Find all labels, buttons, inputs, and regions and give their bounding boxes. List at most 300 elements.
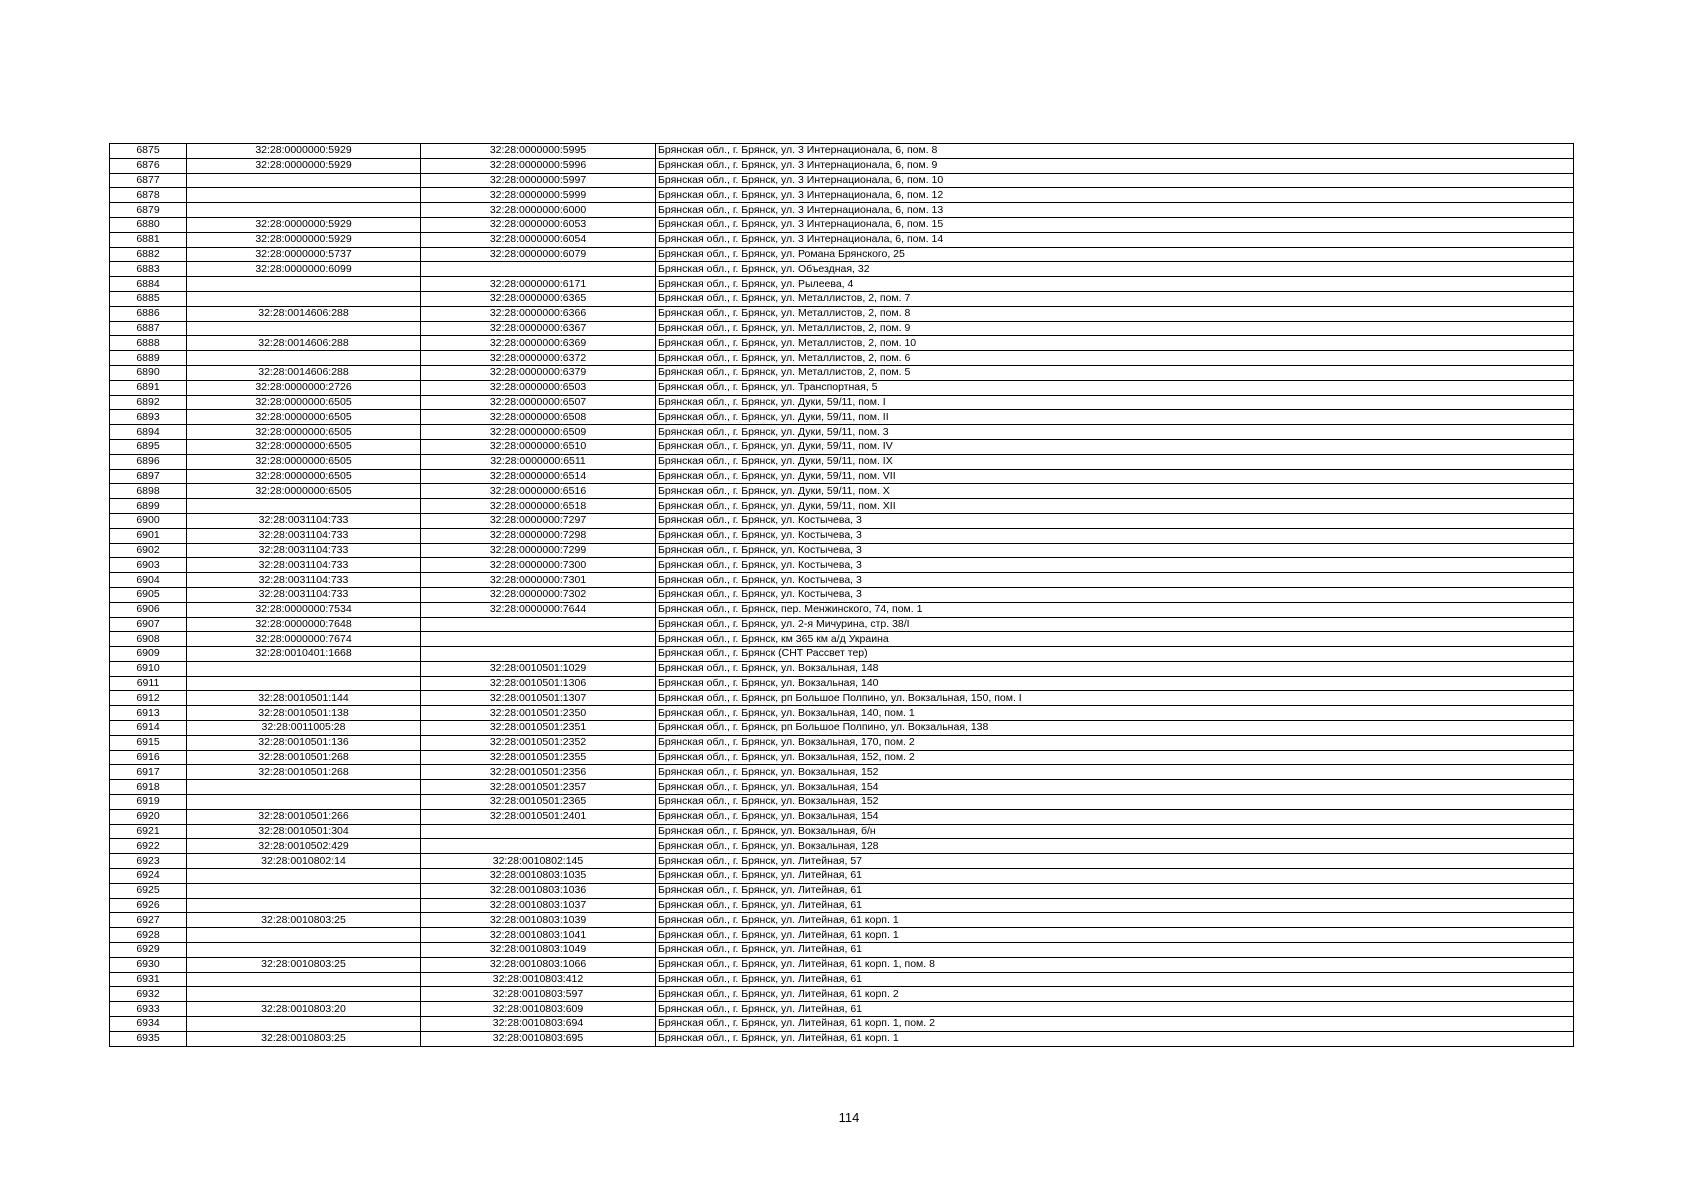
cadastral-number-cell: 32:28:0000000:7297	[421, 513, 656, 528]
parent-cadastral-number-cell: 32:28:0000000:6505	[187, 395, 421, 410]
registry-table	[109, 143, 1574, 1047]
cadastral-number-cell: 32:28:0000000:6365	[421, 291, 656, 306]
row-number-cell: 6877	[110, 173, 187, 188]
address-cell: Брянская обл., г. Брянск, ул. Дуки, 59/11, пом. IX	[656, 454, 1574, 469]
table-row	[110, 1031, 1574, 1046]
table-row	[110, 721, 1574, 736]
address-cell: Брянская обл., г. Брянск, ул. Литейная, 61 корп. 2	[656, 987, 1574, 1002]
address-cell: Брянская обл., г. Брянск, ул. Вокзальная, 154	[656, 809, 1574, 824]
row-number-cell: 6892	[110, 395, 187, 410]
cadastral-number-cell: 32:28:0010501:2355	[421, 750, 656, 765]
row-number-cell: 6914	[110, 721, 187, 736]
cadastral-number-cell: 32:28:0000000:6503	[421, 380, 656, 395]
table-row	[110, 706, 1574, 721]
cadastral-number-cell: 32:28:0000000:7644	[421, 602, 656, 617]
parent-cadastral-number-cell: 32:28:0031104:733	[187, 513, 421, 528]
parent-cadastral-number-cell: 32:28:0010501:144	[187, 691, 421, 706]
parent-cadastral-number-cell	[187, 898, 421, 913]
address-cell: Брянская обл., г. Брянск, ул. Костычева, 3	[656, 543, 1574, 558]
address-cell: Брянская обл., г. Брянск, ул. Транспортная, 5	[656, 380, 1574, 395]
cadastral-number-cell: 32:28:0010501:1307	[421, 691, 656, 706]
cadastral-number-cell: 32:28:0000000:6053	[421, 217, 656, 232]
parent-cadastral-number-cell	[187, 351, 421, 366]
parent-cadastral-number-cell: 32:28:0000000:7534	[187, 602, 421, 617]
registry-table-body	[110, 144, 1574, 1047]
cadastral-number-cell: 32:28:0000000:6516	[421, 484, 656, 499]
parent-cadastral-number-cell	[187, 1017, 421, 1032]
row-number-cell: 6896	[110, 454, 187, 469]
cadastral-number-cell: 32:28:0010501:2401	[421, 809, 656, 824]
row-number-cell: 6882	[110, 247, 187, 262]
cadastral-number-cell	[421, 632, 656, 647]
parent-cadastral-number-cell	[187, 291, 421, 306]
row-number-cell: 6915	[110, 735, 187, 750]
cadastral-number-cell: 32:28:0010803:1041	[421, 928, 656, 943]
cadastral-number-cell: 32:28:0010803:1036	[421, 883, 656, 898]
row-number-cell: 6885	[110, 291, 187, 306]
cadastral-number-cell: 32:28:0000000:6511	[421, 454, 656, 469]
row-number-cell: 6933	[110, 1002, 187, 1017]
table-row	[110, 144, 1574, 159]
cadastral-number-cell: 32:28:0010802:145	[421, 854, 656, 869]
parent-cadastral-number-cell	[187, 499, 421, 514]
parent-cadastral-number-cell	[187, 869, 421, 884]
row-number-cell: 6925	[110, 883, 187, 898]
address-cell: Брянская обл., г. Брянск, ул. Литейная, 61 корп. 1	[656, 913, 1574, 928]
table-row	[110, 617, 1574, 632]
parent-cadastral-number-cell	[187, 987, 421, 1002]
table-row	[110, 1017, 1574, 1032]
table-row	[110, 795, 1574, 810]
address-cell: Брянская обл., г. Брянск, ул. 3 Интернационала, 6, пом. 8	[656, 144, 1574, 159]
address-cell: Брянская обл., г. Брянск, ул. Дуки, 59/11, пом. VII	[656, 469, 1574, 484]
cadastral-number-cell: 32:28:0000000:6367	[421, 321, 656, 336]
address-cell: Брянская обл., г. Брянск, ул. Вокзальная, 140, пом. 1	[656, 706, 1574, 721]
address-cell: Брянская обл., г. Брянск, ул. 3 Интернационала, 6, пом. 12	[656, 188, 1574, 203]
address-cell: Брянская обл., г. Брянск, ул. Литейная, 61	[656, 883, 1574, 898]
cadastral-number-cell: 32:28:0000000:7302	[421, 587, 656, 602]
cadastral-number-cell: 32:28:0000000:6507	[421, 395, 656, 410]
row-number-cell: 6906	[110, 602, 187, 617]
cadastral-number-cell: 32:28:0000000:6518	[421, 499, 656, 514]
parent-cadastral-number-cell: 32:28:0000000:5929	[187, 217, 421, 232]
row-number-cell: 6908	[110, 632, 187, 647]
parent-cadastral-number-cell	[187, 928, 421, 943]
table-row	[110, 972, 1574, 987]
row-number-cell: 6883	[110, 262, 187, 277]
address-cell: Брянская обл., г. Брянск, ул. Литейная, 61 корп. 1, пом. 8	[656, 957, 1574, 972]
row-number-cell: 6902	[110, 543, 187, 558]
row-number-cell: 6935	[110, 1031, 187, 1046]
cadastral-number-cell: 32:28:0000000:5996	[421, 158, 656, 173]
address-cell: Брянская обл., г. Брянск, ул. Вокзальная, 152	[656, 765, 1574, 780]
table-row	[110, 410, 1574, 425]
row-number-cell: 6903	[110, 558, 187, 573]
parent-cadastral-number-cell	[187, 795, 421, 810]
address-cell: Брянская обл., г. Брянск, ул. Литейная, 61	[656, 898, 1574, 913]
row-number-cell: 6932	[110, 987, 187, 1002]
table-row	[110, 661, 1574, 676]
cadastral-number-cell: 32:28:0010803:1039	[421, 913, 656, 928]
parent-cadastral-number-cell: 32:28:0000000:5929	[187, 158, 421, 173]
table-row	[110, 439, 1574, 454]
parent-cadastral-number-cell	[187, 972, 421, 987]
address-cell: Брянская обл., г. Брянск, ул. Вокзальная, 152, пом. 2	[656, 750, 1574, 765]
table-row	[110, 173, 1574, 188]
table-row	[110, 528, 1574, 543]
address-cell: Брянская обл., г. Брянск, ул. Дуки, 59/11, пом. 3	[656, 425, 1574, 440]
parent-cadastral-number-cell: 32:28:0000000:6505	[187, 439, 421, 454]
address-cell: Брянская обл., г. Брянск, ул. Литейная, 61	[656, 972, 1574, 987]
row-number-cell: 6901	[110, 528, 187, 543]
cadastral-number-cell: 32:28:0010501:2365	[421, 795, 656, 810]
row-number-cell: 6894	[110, 425, 187, 440]
table-row	[110, 217, 1574, 232]
table-row	[110, 351, 1574, 366]
address-cell: Брянская обл., г. Брянск, ул. 3 Интернационала, 6, пом. 10	[656, 173, 1574, 188]
address-cell: Брянская обл., г. Брянск, рп Большое Полпино, ул. Вокзальная, 150, пом. I	[656, 691, 1574, 706]
cadastral-number-cell: 32:28:0000000:7301	[421, 573, 656, 588]
cadastral-number-cell: 32:28:0010803:412	[421, 972, 656, 987]
table-row	[110, 469, 1574, 484]
parent-cadastral-number-cell: 32:28:0010501:268	[187, 765, 421, 780]
table-row	[110, 898, 1574, 913]
table-row	[110, 854, 1574, 869]
table-row	[110, 632, 1574, 647]
cadastral-number-cell: 32:28:0010501:2356	[421, 765, 656, 780]
table-row	[110, 543, 1574, 558]
row-number-cell: 6889	[110, 351, 187, 366]
table-row	[110, 262, 1574, 277]
cadastral-number-cell: 32:28:0000000:6510	[421, 439, 656, 454]
address-cell: Брянская обл., г. Брянск, ул. Дуки, 59/11, пом. I	[656, 395, 1574, 410]
row-number-cell: 6918	[110, 780, 187, 795]
address-cell: Брянская обл., г. Брянск, ул. Литейная, 57	[656, 854, 1574, 869]
parent-cadastral-number-cell: 32:28:0010803:20	[187, 1002, 421, 1017]
address-cell: Брянская обл., г. Брянск, ул. Литейная, 61	[656, 1002, 1574, 1017]
address-cell: Брянская обл., г. Брянск, км 365 км а/д Украина	[656, 632, 1574, 647]
table-row	[110, 188, 1574, 203]
table-row	[110, 454, 1574, 469]
cadastral-number-cell: 32:28:0000000:5999	[421, 188, 656, 203]
cadastral-number-cell: 32:28:0010501:2357	[421, 780, 656, 795]
row-number-cell: 6922	[110, 839, 187, 854]
address-cell: Брянская обл., г. Брянск, ул. Вокзальная, б/н	[656, 824, 1574, 839]
cadastral-number-cell: 32:28:0000000:6000	[421, 203, 656, 218]
row-number-cell: 6884	[110, 277, 187, 292]
table-row	[110, 869, 1574, 884]
cadastral-number-cell: 32:28:0010803:609	[421, 1002, 656, 1017]
row-number-cell: 6878	[110, 188, 187, 203]
parent-cadastral-number-cell	[187, 883, 421, 898]
row-number-cell: 6929	[110, 943, 187, 958]
address-cell: Брянская обл., г. Брянск, ул. 2-я Мичурина, стр. 38/I	[656, 617, 1574, 632]
parent-cadastral-number-cell: 32:28:0010501:304	[187, 824, 421, 839]
address-cell: Брянская обл., г. Брянск, ул. 3 Интернационала, 6, пом. 13	[656, 203, 1574, 218]
table-row	[110, 484, 1574, 499]
table-row	[110, 676, 1574, 691]
row-number-cell: 6907	[110, 617, 187, 632]
row-number-cell: 6920	[110, 809, 187, 824]
parent-cadastral-number-cell: 32:28:0000000:5929	[187, 232, 421, 247]
parent-cadastral-number-cell: 32:28:0031104:733	[187, 587, 421, 602]
row-number-cell: 6880	[110, 217, 187, 232]
row-number-cell: 6926	[110, 898, 187, 913]
row-number-cell: 6928	[110, 928, 187, 943]
cadastral-number-cell: 32:28:0010501:2351	[421, 721, 656, 736]
cadastral-number-cell	[421, 839, 656, 854]
parent-cadastral-number-cell: 32:28:0000000:6099	[187, 262, 421, 277]
address-cell: Брянская обл., г. Брянск (СНТ Рассвет тер)	[656, 647, 1574, 662]
cadastral-number-cell	[421, 647, 656, 662]
row-number-cell: 6909	[110, 647, 187, 662]
parent-cadastral-number-cell: 32:28:0010501:136	[187, 735, 421, 750]
cadastral-number-cell: 32:28:0010803:695	[421, 1031, 656, 1046]
table-row	[110, 809, 1574, 824]
row-number-cell: 6876	[110, 158, 187, 173]
parent-cadastral-number-cell: 32:28:0010501:138	[187, 706, 421, 721]
cadastral-number-cell: 32:28:0000000:7299	[421, 543, 656, 558]
row-number-cell: 6895	[110, 439, 187, 454]
parent-cadastral-number-cell: 32:28:0010501:268	[187, 750, 421, 765]
address-cell: Брянская обл., г. Брянск, ул. Вокзальная, 140	[656, 676, 1574, 691]
table-row	[110, 1002, 1574, 1017]
row-number-cell: 6923	[110, 854, 187, 869]
address-cell: Брянская обл., г. Брянск, ул. Рылеева, 4	[656, 277, 1574, 292]
address-cell: Брянская обл., г. Брянск, ул. Металлистов, 2, пом. 7	[656, 291, 1574, 306]
cadastral-number-cell: 32:28:0000000:6514	[421, 469, 656, 484]
parent-cadastral-number-cell	[187, 676, 421, 691]
row-number-cell: 6899	[110, 499, 187, 514]
address-cell: Брянская обл., г. Брянск, ул. Дуки, 59/11, пом. II	[656, 410, 1574, 425]
row-number-cell: 6905	[110, 587, 187, 602]
table-row	[110, 824, 1574, 839]
table-row	[110, 558, 1574, 573]
cadastral-number-cell	[421, 617, 656, 632]
address-cell: Брянская обл., г. Брянск, ул. Дуки, 59/11, пом. XII	[656, 499, 1574, 514]
parent-cadastral-number-cell: 32:28:0010802:14	[187, 854, 421, 869]
address-cell: Брянская обл., г. Брянск, ул. 3 Интернационала, 6, пом. 14	[656, 232, 1574, 247]
table-row	[110, 573, 1574, 588]
parent-cadastral-number-cell	[187, 661, 421, 676]
row-number-cell: 6910	[110, 661, 187, 676]
table-row	[110, 587, 1574, 602]
row-number-cell: 6917	[110, 765, 187, 780]
parent-cadastral-number-cell: 32:28:0010803:25	[187, 957, 421, 972]
table-row	[110, 957, 1574, 972]
address-cell: Брянская обл., г. Брянск, ул. Дуки, 59/11, пом. X	[656, 484, 1574, 499]
address-cell: Брянская обл., г. Брянск, ул. Объездная, 32	[656, 262, 1574, 277]
row-number-cell: 6921	[110, 824, 187, 839]
cadastral-number-cell	[421, 824, 656, 839]
row-number-cell: 6904	[110, 573, 187, 588]
cadastral-number-cell: 32:28:0010803:1037	[421, 898, 656, 913]
cadastral-number-cell: 32:28:0000000:7298	[421, 528, 656, 543]
row-number-cell: 6930	[110, 957, 187, 972]
table-row	[110, 735, 1574, 750]
address-cell: Брянская обл., г. Брянск, ул. Костычева, 3	[656, 573, 1574, 588]
parent-cadastral-number-cell: 32:28:0000000:2726	[187, 380, 421, 395]
cadastral-number-cell: 32:28:0000000:6508	[421, 410, 656, 425]
address-cell: Брянская обл., г. Брянск, ул. Вокзальная, 148	[656, 661, 1574, 676]
cadastral-number-cell: 32:28:0000000:6366	[421, 306, 656, 321]
parent-cadastral-number-cell	[187, 943, 421, 958]
parent-cadastral-number-cell: 32:28:0031104:733	[187, 558, 421, 573]
address-cell: Брянская обл., г. Брянск, ул. Металлистов, 2, пом. 6	[656, 351, 1574, 366]
table-row	[110, 277, 1574, 292]
address-cell: Брянская обл., г. Брянск, ул. Литейная, 61	[656, 869, 1574, 884]
table-row	[110, 365, 1574, 380]
cadastral-number-cell: 32:28:0000000:7300	[421, 558, 656, 573]
cadastral-number-cell: 32:28:0000000:5995	[421, 144, 656, 159]
row-number-cell: 6934	[110, 1017, 187, 1032]
table-row	[110, 913, 1574, 928]
row-number-cell: 6897	[110, 469, 187, 484]
row-number-cell: 6887	[110, 321, 187, 336]
row-number-cell: 6890	[110, 365, 187, 380]
parent-cadastral-number-cell: 32:28:0010803:25	[187, 1031, 421, 1046]
cadastral-number-cell: 32:28:0010501:1029	[421, 661, 656, 676]
cadastral-number-cell: 32:28:0010803:597	[421, 987, 656, 1002]
row-number-cell: 6924	[110, 869, 187, 884]
address-cell: Брянская обл., г. Брянск, ул. Металлистов, 2, пом. 8	[656, 306, 1574, 321]
table-row	[110, 306, 1574, 321]
row-number-cell: 6875	[110, 144, 187, 159]
table-row	[110, 765, 1574, 780]
table-row	[110, 750, 1574, 765]
address-cell: Брянская обл., г. Брянск, ул. Литейная, 61 корп. 1	[656, 928, 1574, 943]
cadastral-number-cell: 32:28:0000000:6379	[421, 365, 656, 380]
parent-cadastral-number-cell	[187, 188, 421, 203]
address-cell: Брянская обл., г. Брянск, ул. Литейная, 61 корп. 1	[656, 1031, 1574, 1046]
parent-cadastral-number-cell: 32:28:0031104:733	[187, 528, 421, 543]
address-cell: Брянская обл., г. Брянск, ул. Дуки, 59/11, пом. IV	[656, 439, 1574, 454]
parent-cadastral-number-cell: 32:28:0011005:28	[187, 721, 421, 736]
address-cell: Брянская обл., г. Брянск, ул. Литейная, 61 корп. 1, пом. 2	[656, 1017, 1574, 1032]
cadastral-number-cell: 32:28:0010501:1306	[421, 676, 656, 691]
table-row	[110, 780, 1574, 795]
row-number-cell: 6911	[110, 676, 187, 691]
row-number-cell: 6893	[110, 410, 187, 425]
cadastral-number-cell	[421, 262, 656, 277]
address-cell: Брянская обл., г. Брянск, ул. Вокзальная, 154	[656, 780, 1574, 795]
parent-cadastral-number-cell: 32:28:0014606:288	[187, 365, 421, 380]
parent-cadastral-number-cell: 32:28:0000000:5929	[187, 144, 421, 159]
cadastral-number-cell: 32:28:0000000:6369	[421, 336, 656, 351]
row-number-cell: 6891	[110, 380, 187, 395]
table-row	[110, 513, 1574, 528]
address-cell: Брянская обл., г. Брянск, ул. Вокзальная, 170, пом. 2	[656, 735, 1574, 750]
address-cell: Брянская обл., г. Брянск, ул. Литейная, 61	[656, 943, 1574, 958]
parent-cadastral-number-cell: 32:28:0031104:733	[187, 573, 421, 588]
cadastral-number-cell: 32:28:0000000:6372	[421, 351, 656, 366]
row-number-cell: 6886	[110, 306, 187, 321]
address-cell: Брянская обл., г. Брянск, ул. Металлистов, 2, пом. 10	[656, 336, 1574, 351]
table-row	[110, 987, 1574, 1002]
parent-cadastral-number-cell: 32:28:0000000:6505	[187, 469, 421, 484]
parent-cadastral-number-cell	[187, 321, 421, 336]
address-cell: Брянская обл., г. Брянск, ул. Костычева, 3	[656, 587, 1574, 602]
table-row	[110, 943, 1574, 958]
table-row	[110, 336, 1574, 351]
table-row	[110, 691, 1574, 706]
address-cell: Брянская обл., г. Брянск, ул. 3 Интернационала, 6, пом. 15	[656, 217, 1574, 232]
row-number-cell: 6931	[110, 972, 187, 987]
table-row	[110, 232, 1574, 247]
table-row	[110, 321, 1574, 336]
table-row	[110, 928, 1574, 943]
address-cell: Брянская обл., г. Брянск, ул. Романа Брянского, 25	[656, 247, 1574, 262]
parent-cadastral-number-cell: 32:28:0010401:1668	[187, 647, 421, 662]
table-row	[110, 647, 1574, 662]
table-row	[110, 839, 1574, 854]
table-row	[110, 158, 1574, 173]
parent-cadastral-number-cell: 32:28:0000000:6505	[187, 410, 421, 425]
table-row	[110, 380, 1574, 395]
parent-cadastral-number-cell: 32:28:0014606:288	[187, 306, 421, 321]
cadastral-number-cell: 32:28:0000000:6509	[421, 425, 656, 440]
parent-cadastral-number-cell	[187, 173, 421, 188]
parent-cadastral-number-cell: 32:28:0000000:6505	[187, 425, 421, 440]
parent-cadastral-number-cell	[187, 203, 421, 218]
cadastral-number-cell: 32:28:0010803:1049	[421, 943, 656, 958]
address-cell: Брянская обл., г. Брянск, ул. Костычева, 3	[656, 558, 1574, 573]
table-row	[110, 883, 1574, 898]
cadastral-number-cell: 32:28:0010501:2350	[421, 706, 656, 721]
parent-cadastral-number-cell	[187, 780, 421, 795]
row-number-cell: 6919	[110, 795, 187, 810]
cadastral-number-cell: 32:28:0000000:6054	[421, 232, 656, 247]
parent-cadastral-number-cell: 32:28:0010502:429	[187, 839, 421, 854]
address-cell: Брянская обл., г. Брянск, пер. Менжинского, 74, пом. 1	[656, 602, 1574, 617]
parent-cadastral-number-cell: 32:28:0000000:6505	[187, 484, 421, 499]
table-row	[110, 203, 1574, 218]
cadastral-number-cell: 32:28:0000000:6079	[421, 247, 656, 262]
table-row	[110, 602, 1574, 617]
cadastral-number-cell: 32:28:0010501:2352	[421, 735, 656, 750]
row-number-cell: 6898	[110, 484, 187, 499]
cadastral-number-cell: 32:28:0010803:1066	[421, 957, 656, 972]
row-number-cell: 6881	[110, 232, 187, 247]
parent-cadastral-number-cell: 32:28:0014606:288	[187, 336, 421, 351]
cadastral-number-cell: 32:28:0010803:694	[421, 1017, 656, 1032]
address-cell: Брянская обл., г. Брянск, ул. Костычева, 3	[656, 528, 1574, 543]
address-cell: Брянская обл., г. Брянск, ул. Металлистов, 2, пом. 5	[656, 365, 1574, 380]
table-row	[110, 395, 1574, 410]
row-number-cell: 6879	[110, 203, 187, 218]
address-cell: Брянская обл., г. Брянск, ул. Вокзальная, 128	[656, 839, 1574, 854]
row-number-cell: 6927	[110, 913, 187, 928]
parent-cadastral-number-cell: 32:28:0010501:266	[187, 809, 421, 824]
row-number-cell: 6888	[110, 336, 187, 351]
table-row	[110, 499, 1574, 514]
cadastral-number-cell: 32:28:0000000:6171	[421, 277, 656, 292]
parent-cadastral-number-cell: 32:28:0000000:6505	[187, 454, 421, 469]
parent-cadastral-number-cell	[187, 277, 421, 292]
parent-cadastral-number-cell: 32:28:0010803:25	[187, 913, 421, 928]
cadastral-number-cell: 32:28:0010803:1035	[421, 869, 656, 884]
table-row	[110, 247, 1574, 262]
table-row	[110, 291, 1574, 306]
parent-cadastral-number-cell: 32:28:0000000:7674	[187, 632, 421, 647]
address-cell: Брянская обл., г. Брянск, ул. Костычева, 3	[656, 513, 1574, 528]
parent-cadastral-number-cell: 32:28:0031104:733	[187, 543, 421, 558]
page-number: 114	[838, 1110, 860, 1125]
row-number-cell: 6913	[110, 706, 187, 721]
row-number-cell: 6916	[110, 750, 187, 765]
address-cell: Брянская обл., г. Брянск, ул. Металлистов, 2, пом. 9	[656, 321, 1574, 336]
parent-cadastral-number-cell: 32:28:0000000:7648	[187, 617, 421, 632]
